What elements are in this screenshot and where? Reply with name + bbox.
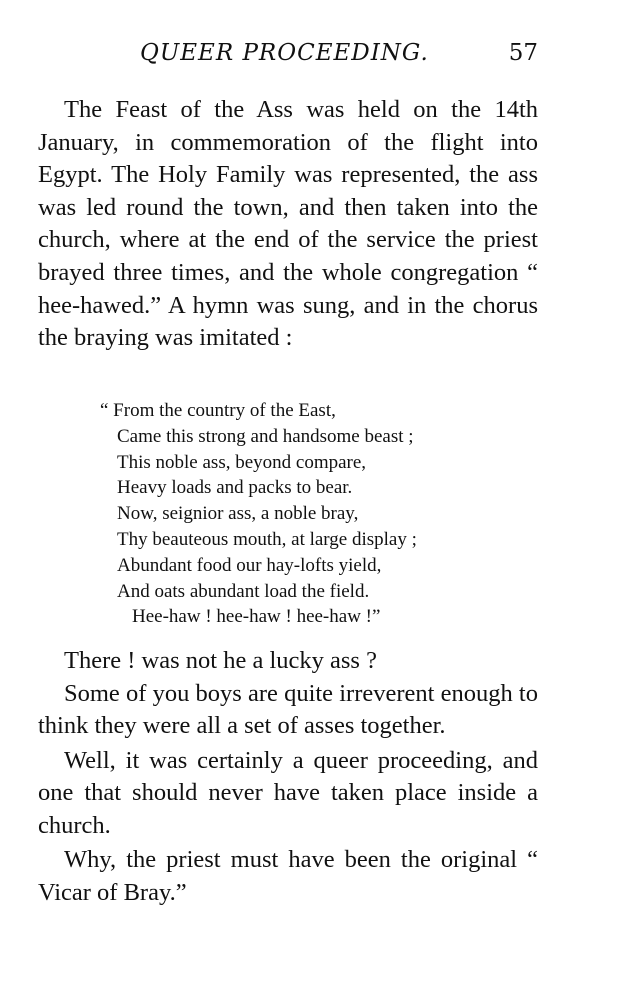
verse-line: Abundant food our hay-lofts yield, <box>117 554 382 576</box>
paragraph-queer-proceeding: Well, it was certainly a queer proceeding, and one that should never have taken place inside a church. <box>38 746 538 839</box>
running-head <box>140 40 538 66</box>
running-head-title: QUEER PROCEEDING. <box>140 40 429 66</box>
paragraph-feast-of-the-ass: The Feast of the Ass was held on the 14th January, in commemoration of the flight into Egypt. The Holy Family was represented, the ass was led round the town, and then taken into the church, where at the end of the service the priest brayed three times, and the whole congregation “ hee-hawed.” A hymn was sung, and in the chorus the braying was imitated : <box>38 96 538 352</box>
verse-line: Heavy loads and packs to bear. <box>117 477 353 499</box>
verse-line: This noble ass, beyond compare, <box>117 451 367 473</box>
closing-paragraph-block <box>38 645 538 909</box>
verse-line-refrain: Hee-haw ! hee-haw ! hee-haw !” <box>132 606 381 628</box>
verse-line: And oats abundant load the field. <box>117 580 370 602</box>
verse-line: Thy beauteous mouth, at large display ; <box>117 528 417 550</box>
paragraph-vicar-of-bray: Why, the priest must have been the original “ Vicar of Bray.” <box>38 846 538 906</box>
verse-line: Now, seignior ass, a noble bray, <box>117 503 359 525</box>
verse-line: Came this strong and handsome beast ; <box>117 425 414 447</box>
opening-paragraph-block <box>38 94 538 355</box>
hymn-verse <box>100 398 520 630</box>
page-number: 57 <box>508 40 538 66</box>
verse-line: “ From the country of the East, <box>100 400 336 421</box>
paragraph-irreverent-boys: Some of you boys are quite irreverent enough to think they were all a set of asses together. <box>38 679 538 739</box>
paragraph-lucky-ass: There ! was not he a lucky ass ? <box>64 647 377 674</box>
